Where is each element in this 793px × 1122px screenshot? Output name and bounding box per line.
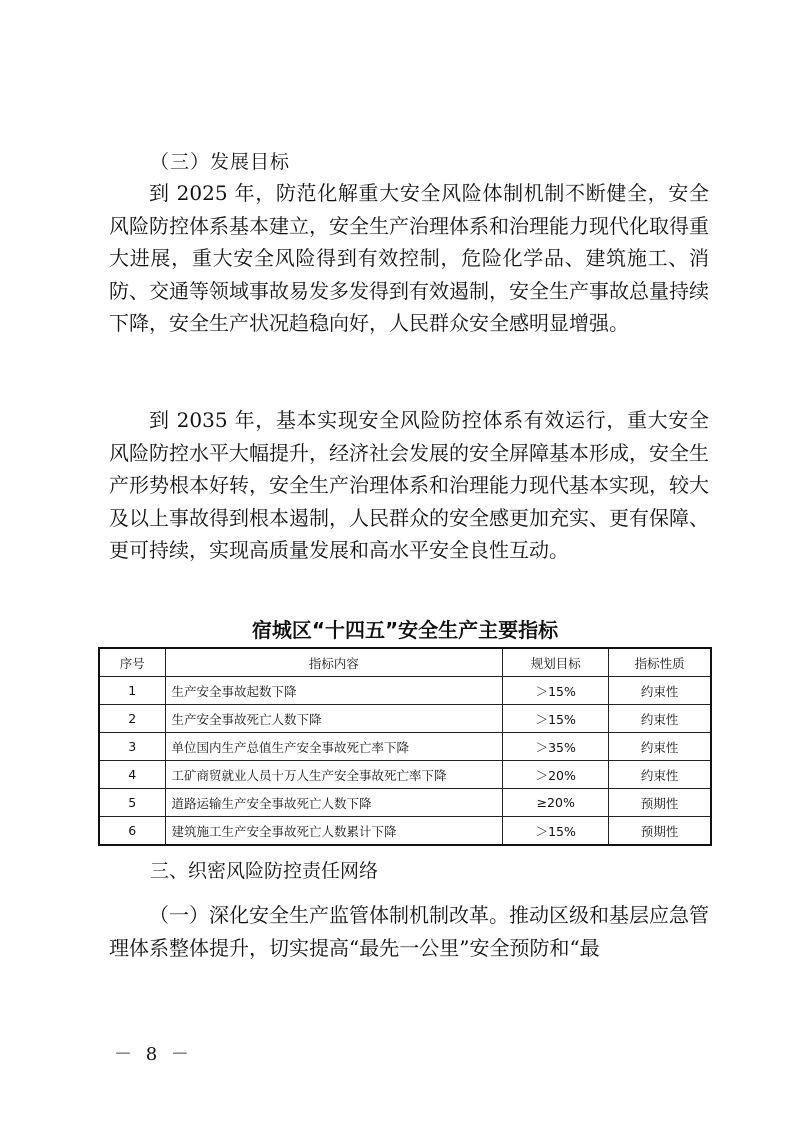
goals-subheading: （三）发展目标 xyxy=(150,151,291,173)
table-row xyxy=(99,677,711,705)
row-number: 4 xyxy=(99,761,165,789)
row-target: ＞20% xyxy=(503,761,609,789)
row-nature: 约束性 xyxy=(609,761,711,789)
row-number: 5 xyxy=(99,789,165,817)
header-target: 规划目标 xyxy=(503,648,609,677)
row-nature: 预期性 xyxy=(609,789,711,817)
table-row xyxy=(99,817,711,846)
row-nature: 预期性 xyxy=(609,817,711,846)
table-title: 宿城区“十四五”安全生产主要指标 xyxy=(251,618,559,642)
table-header-row xyxy=(99,648,711,677)
row-content: 生产安全事故死亡人数下降 xyxy=(165,705,503,733)
row-number: 2 xyxy=(99,705,165,733)
row-content: 生产安全事故起数下降 xyxy=(165,677,503,705)
table-row xyxy=(99,705,711,733)
row-number: 6 xyxy=(99,817,165,846)
row-number: 1 xyxy=(99,677,165,705)
table-row xyxy=(99,761,711,789)
row-target: ＞15% xyxy=(503,817,609,846)
row-content: 道路运输生产安全事故死亡人数下降 xyxy=(165,789,503,817)
indicators-table xyxy=(98,647,712,846)
row-target: ＞15% xyxy=(503,705,609,733)
goals-paragraph-2025: 到 2025 年，防范化解重大安全风险体制机制不断健全，安全风险防控体系基本建立，安全生产治理体系和治理能力现代化取得重大进展，重大安全风险得到有效控制，危险化学品、建筑施工、消防、交通等领域事故易发多发得到有效遏制，安全生产事故总量持续下降，安全生产状况趋稳向好，人民群众安全感明显增强。 xyxy=(109,181,709,335)
row-content: 单位国内生产总值生产安全事故死亡率下降 xyxy=(165,733,503,761)
table-row xyxy=(99,789,711,817)
page-number: － 8 － xyxy=(114,1044,193,1065)
row-nature: 约束性 xyxy=(609,705,711,733)
row-target: ＞35% xyxy=(503,733,609,761)
row-target: ≥20% xyxy=(503,789,609,817)
header-number: 序号 xyxy=(99,648,165,677)
row-target: ＞15% xyxy=(503,677,609,705)
section-heading: 三、织密风险防控责任网络 xyxy=(150,860,379,882)
goals-paragraph-2035: 到 2035 年，基本实现安全风险防控体系有效运行，重大安全风险防控水平大幅提升，经济社会发展的安全屏障基本形成，安全生产形势根本好转，安全生产治理体系和治理能力现代基本实现，较大及以上事故得到根本遏制，人民群众的安全感更加充实、更有保障、更可持续，实现高质量发展和高水平安全良性互动。 xyxy=(109,408,709,562)
row-nature: 约束性 xyxy=(609,677,711,705)
row-content: 建筑施工生产安全事故死亡人数累计下降 xyxy=(165,817,503,846)
header-nature: 指标性质 xyxy=(609,648,711,677)
row-number: 3 xyxy=(99,733,165,761)
header-content: 指标内容 xyxy=(165,648,503,677)
table-row xyxy=(99,733,711,761)
section-paragraph: （一）深化安全生产监管体制机制改革。推动区级和基层应急管理体系整体提升，切实提高“最先一公里”安全预防和“最 xyxy=(109,903,709,960)
row-content: 工矿商贸就业人员十万人生产安全事故死亡率下降 xyxy=(165,761,503,789)
row-nature: 约束性 xyxy=(609,733,711,761)
